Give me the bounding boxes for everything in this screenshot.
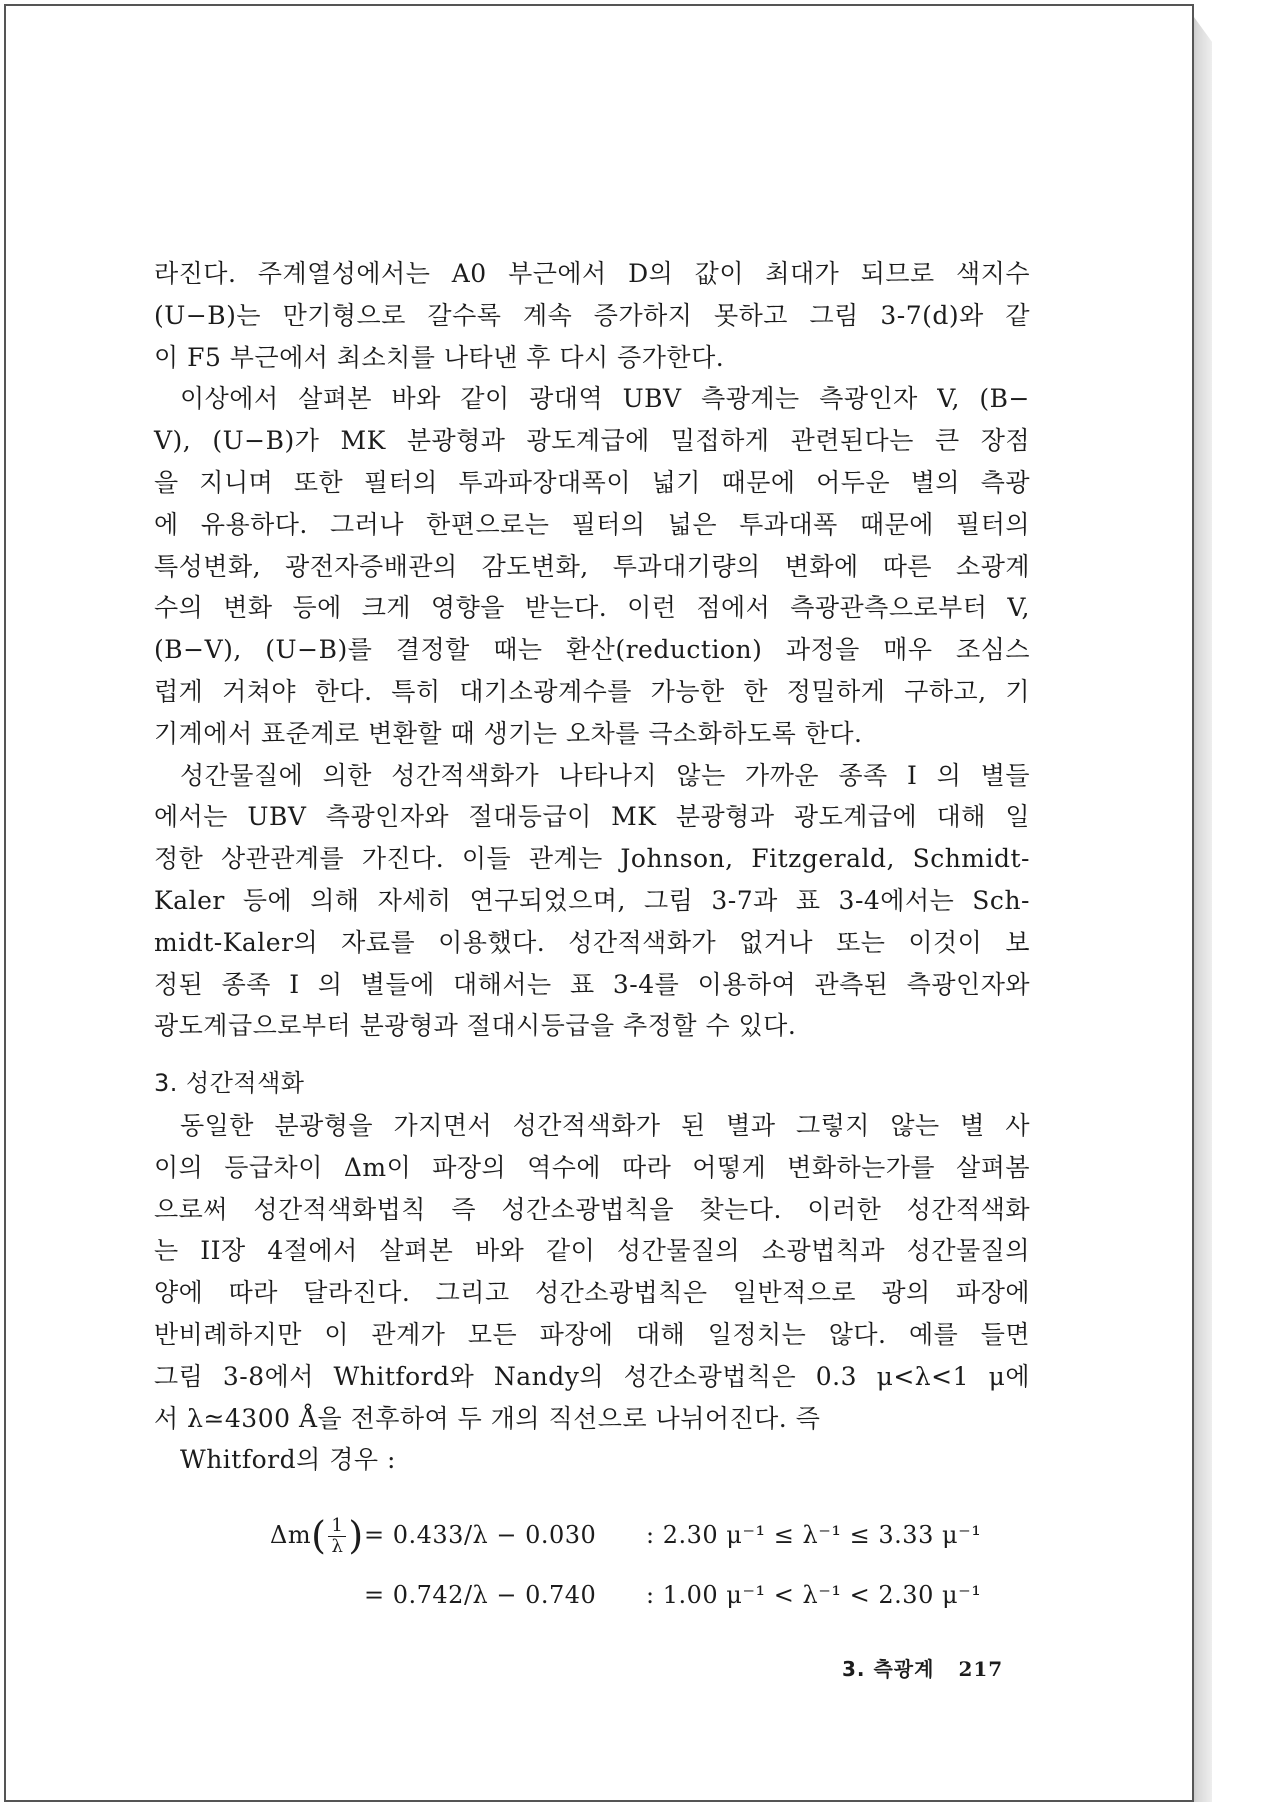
text-line: 럽게 거쳐야 한다. 특히 대기소광계수를 가능한 한 정밀하게 구하고, 기 (154, 676, 1030, 706)
text-line: 라진다. 주계열성에서는 A0 부근에서 D의 값이 최대가 되므로 색지수 (154, 259, 1030, 288)
text-line: 에 유용하다. 그러나 한편으로는 필터의 넓은 투과대폭 때문에 필터의 (154, 509, 1030, 539)
paragraph-1 (154, 253, 1030, 378)
fraction-denominator: λ (331, 1536, 344, 1558)
text-line: Kaler 등에 의해 자세히 연구되었으며, 그림 3-7과 표 3-4에서는 Sch- (154, 885, 1030, 915)
paragraph-3 (154, 755, 1030, 1048)
page-number: 217 (958, 1657, 1004, 1681)
equation-block (154, 1509, 1030, 1629)
paragraph-2 (154, 378, 1030, 754)
text-line: (B−V), (U−B)를 결정할 때는 환산(reduction) 과정을 매우 조심스 (154, 635, 1030, 665)
equation-line-1-rhs: = 0.433/λ − 0.030 (364, 1521, 597, 1550)
right-paren: ) (348, 1513, 364, 1558)
text-line: midt-Kaler의 자료를 이용했다. 성간적색화가 없거나 또는 이것이 보 (154, 927, 1030, 957)
text-line: (U−B)는 만기형으로 갈수록 계속 증가하지 못하고 그림 3-7(d)와 같 (154, 300, 1030, 330)
equation-line-2-condition: : 1.00 μ⁻¹ < λ⁻¹ < 2.30 μ⁻¹ (646, 1581, 982, 1610)
equation-lhs-prefix: Δm (270, 1521, 312, 1550)
text-line: 성간물질에 의한 성간적색화가 나타나지 않는 가까운 종족 I 의 별들 (180, 760, 1030, 790)
running-footer-section: 3. 측광계 (842, 1657, 935, 1681)
text-line: 정된 종족 I 의 별들에 대해서는 표 3-4를 이용하여 관측된 측광인자와 (154, 969, 1030, 999)
document-page (4, 4, 1194, 1802)
equation-fraction (328, 1516, 346, 1557)
text-line: 정한 상관관계를 가진다. 이들 관계는 Johnson, Fitzgerald, Schmidt- (154, 844, 1030, 874)
equation-line-1-condition: : 2.30 μ⁻¹ ≤ λ⁻¹ ≤ 3.33 μ⁻¹ (646, 1521, 982, 1550)
text-line: 에서는 UBV 측광인자와 절대등급이 MK 분광형과 광도계급에 대해 일 (154, 802, 1030, 832)
fraction-numerator: 1 (328, 1516, 346, 1537)
text-line: 동일한 분광형을 가지면서 성간적색화가 된 별과 그렇지 않는 별 사 (180, 1110, 1030, 1140)
page-footer (842, 1653, 1003, 1682)
paragraph-4 (154, 1105, 1030, 1439)
text-line: 기계에서 표준계로 변환할 때 생기는 오차를 극소화하도록 한다. (154, 718, 863, 748)
page-body (154, 253, 1030, 1629)
text-line: 으로써 성간적색화법칙 즉 성간소광법칙을 찾는다. 이러한 성간적색화 (154, 1194, 1030, 1224)
text-line: 반비례하지만 이 관계가 모든 파장에 대해 일정치는 않다. 예를 들면 (154, 1319, 1030, 1349)
equation-lhs (270, 1515, 364, 1557)
text-line: 이 F5 부근에서 최소치를 나타낸 후 다시 증가한다. (154, 342, 725, 372)
text-line: 광도계급으로부터 분광형과 절대시등급을 추정할 수 있다. (154, 1011, 797, 1041)
left-paren: ( (311, 1513, 327, 1558)
text-line: V), (U−B)가 MK 분광형과 광도계급에 밀접하게 관련된다는 큰 장점 (154, 426, 1030, 456)
text-line: 서 λ≃4300 Å을 전후하여 두 개의 직선으로 나뉘어진다. 즉 (154, 1403, 821, 1433)
section-heading: 3. 성간적색화 (154, 1069, 305, 1098)
text-line: 을 지니며 또한 필터의 투과파장대폭이 넓기 때문에 어두운 별의 측광 (154, 467, 1030, 497)
text-line: 이의 등급차이 Δm이 파장의 역수에 따라 어떻게 변화하는가를 살펴봄 (154, 1152, 1030, 1182)
text-line: 양에 따라 달라진다. 그리고 성간소광법칙은 일반적으로 광의 파장에 (154, 1278, 1030, 1308)
text-line: 는 II장 4절에서 살펴본 바와 같이 성간물질의 소광법칙과 성간물질의 (154, 1236, 1030, 1266)
text-line: 그림 3-8에서 Whitford와 Nandy의 성간소광법칙은 0.3 μ<λ<1 μ에 (154, 1361, 1030, 1391)
equation-line-2-rhs: = 0.742/λ − 0.740 (364, 1581, 597, 1610)
text-line: 이상에서 살펴본 바와 같이 광대역 UBV 측광계는 측광인자 V, (B− (180, 384, 1030, 414)
paragraph-5: Whitford의 경우 : (180, 1445, 396, 1475)
text-line: 특성변화, 광전자증배관의 감도변화, 투과대기량의 변화에 따른 소광계 (154, 551, 1030, 581)
text-line: 수의 변화 등에 크게 영향을 받는다. 이런 점에서 측광관측으로부터 V, (154, 593, 1030, 623)
